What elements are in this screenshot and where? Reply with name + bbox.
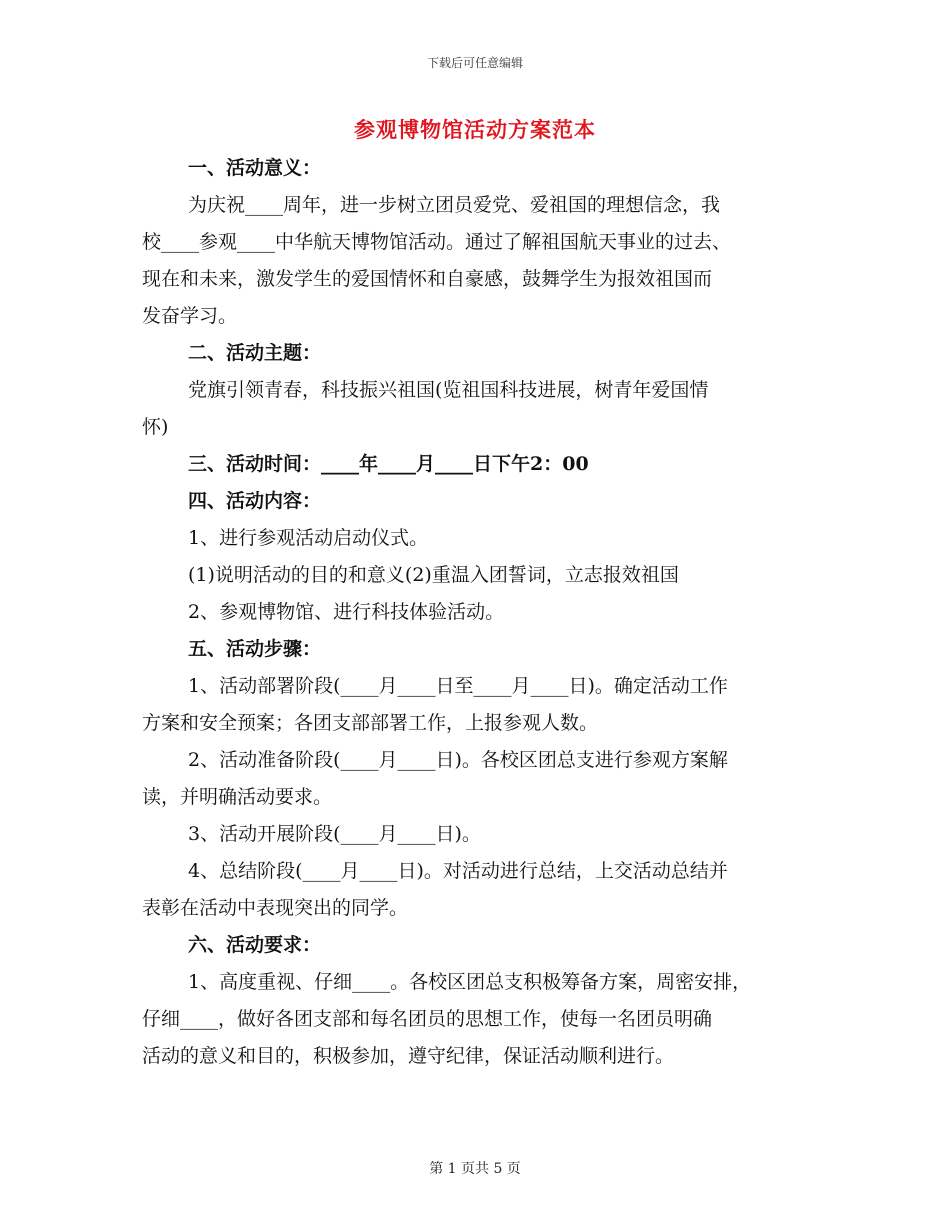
paragraph-line: 六、活动要求：: [188, 934, 322, 956]
paragraph-line: 表彰在活动中表现突出的同学。: [142, 897, 409, 919]
paragraph-line: 活动的意义和目的，积极参加，遵守纪律，保证活动顺利进行。: [142, 1045, 675, 1067]
paragraph-line: 党旗引领青春，科技振兴祖国(览祖国科技进展，树青年爱国情: [188, 379, 709, 401]
paragraph-line: 2、活动准备阶段(____月____日)。各校区团总支进行参观方案解: [188, 749, 728, 771]
paragraph-line: 1、进行参观活动启动仪式。: [188, 527, 429, 549]
paragraph-line: 五、活动步骤：: [188, 638, 322, 660]
paragraph-line: 校____参观____中华航天博物馆活动。通过了解祖国航天事业的过去、: [142, 231, 732, 253]
paragraph-line: 四、活动内容：: [188, 490, 322, 512]
paragraph-line: 读，并明确活动要求。: [142, 786, 333, 808]
paragraph-line: 4、总结阶段(____月____日)。对活动进行总结，上交活动总结并: [188, 860, 728, 882]
paragraph-line: 三、活动时间：____年____月____日下午2：00: [188, 453, 589, 475]
paragraph-line: 怀): [142, 416, 169, 438]
paragraph-line: 仔细____，做好各团支部和每名团员的思想工作，使每一名团员明确: [142, 1008, 713, 1030]
paragraph-line: 方案和安全预案；各团支部部署工作，上报参观人数。: [142, 712, 599, 734]
paragraph-line: 发奋学习。: [142, 305, 238, 327]
paragraph-line: 1、活动部署阶段(____月____日至____月____日)。确定活动工作: [188, 675, 728, 697]
paragraph-line: 二、活动主题：: [188, 342, 322, 364]
paragraph-line: 一、活动意义：: [188, 157, 322, 179]
document-title: 参观博物馆活动方案范本: [354, 117, 596, 142]
paragraph-line: 3、活动开展阶段(____月____日)。: [188, 823, 481, 845]
page-footer: 第 1 页共 5 页: [429, 1161, 521, 1177]
document-body: [142, 150, 812, 1075]
paragraph-line: 现在和未来，激发学生的爱国情怀和自豪感，鼓舞学生为报效祖国而: [142, 268, 713, 290]
paragraph-line: (1)说明活动的目的和意义(2)重温入团誓词，立志报效祖国: [188, 564, 679, 586]
paragraph-line: 为庆祝____周年，进一步树立团员爱党、爱祖国的理想信念，我: [188, 194, 721, 216]
paragraph-line: 1、高度重视、仔细____。各校区团总支积极筹备方案，周密安排，: [188, 971, 752, 993]
paragraph-line: 2、参观博物馆、进行科技体验活动。: [188, 601, 505, 623]
header-note: 下载后可任意编辑: [426, 56, 523, 70]
